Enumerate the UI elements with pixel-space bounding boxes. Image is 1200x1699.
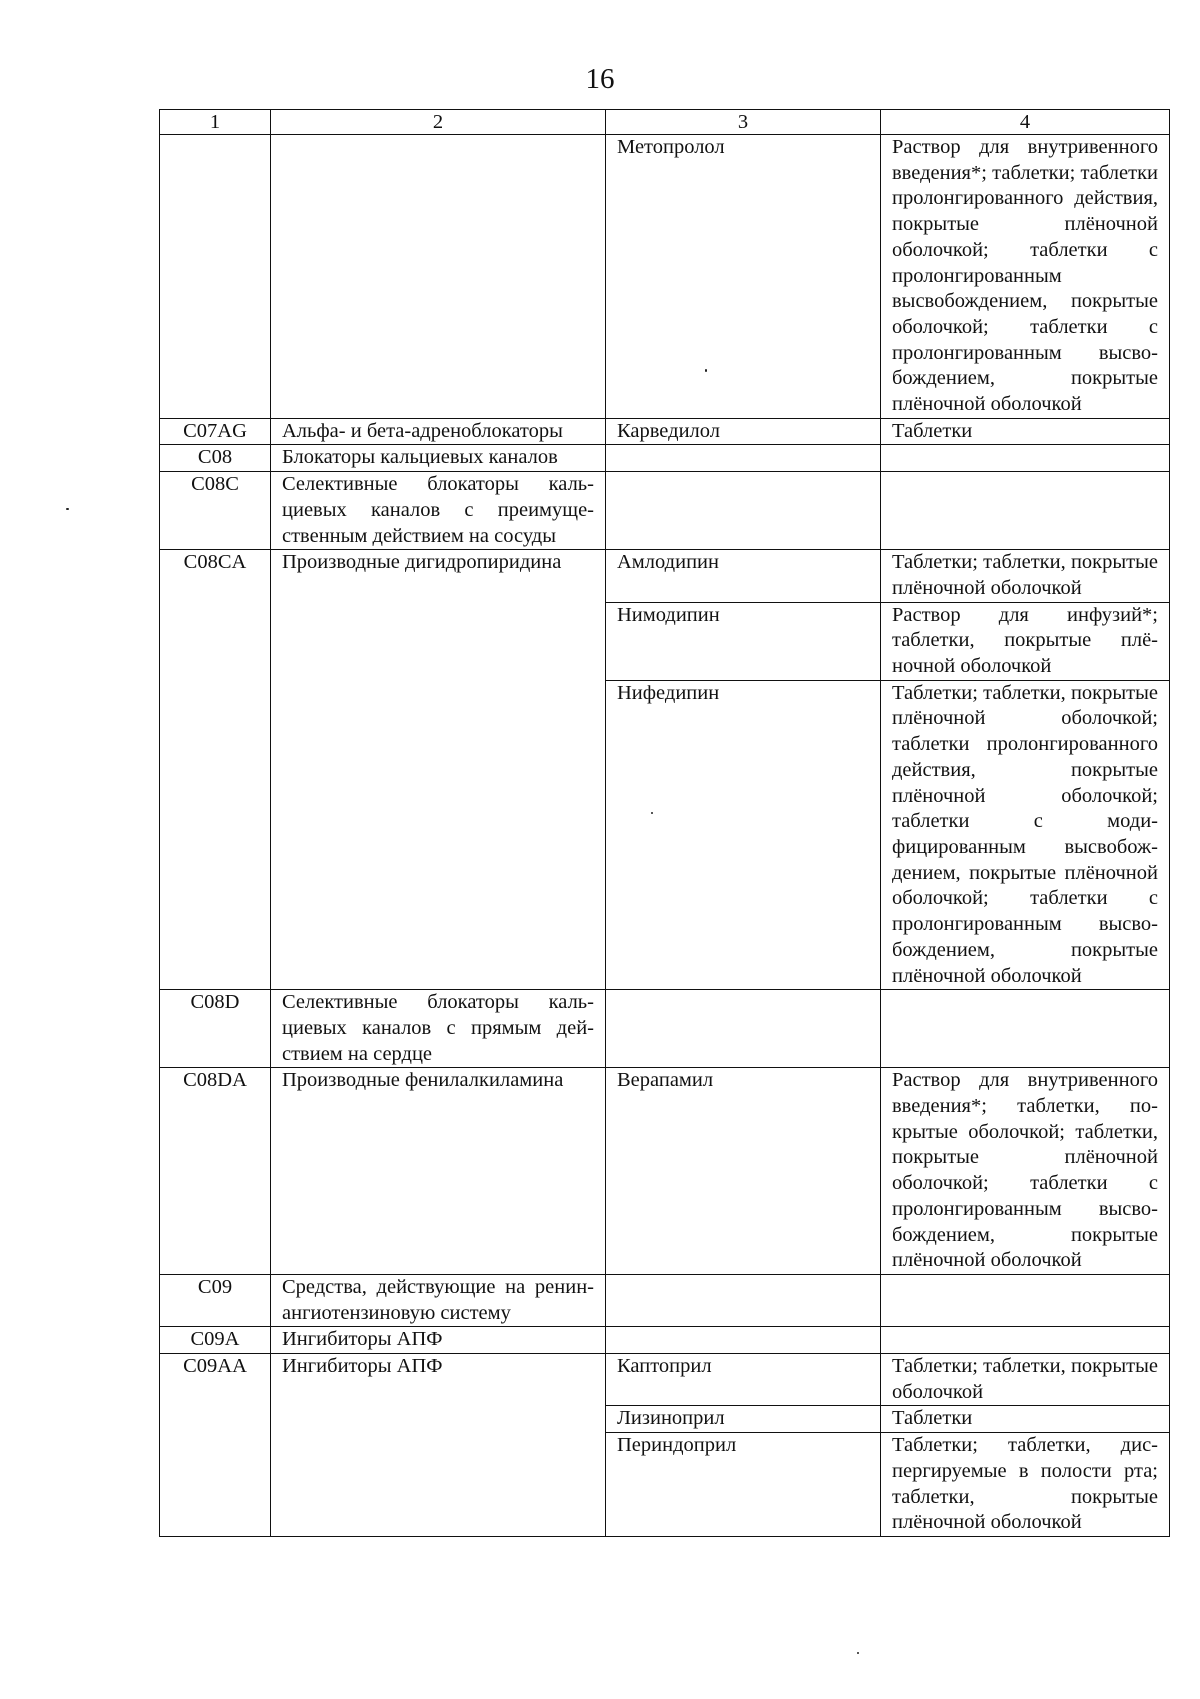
- dosage-form-cell: [881, 445, 1170, 472]
- table-row: [160, 135, 1170, 419]
- substance-cell: Карведилол: [606, 418, 881, 445]
- group-name-cell: Блокаторы кальциевых каналов: [271, 445, 606, 472]
- column-header-2: 2: [271, 110, 606, 135]
- atc-code-cell: C09AA: [160, 1354, 271, 1537]
- substance-cell: Верапамил: [606, 1068, 881, 1275]
- table-row: [160, 1274, 1170, 1326]
- substance-cell: [606, 1327, 881, 1354]
- group-name-cell: Ингибиторы АПФ: [271, 1354, 606, 1537]
- column-header-4: 4: [881, 110, 1170, 135]
- table-header-row: [160, 110, 1170, 135]
- dosage-form-cell: Таблетки; таблетки, покрытые плёночной оболочкой: [881, 550, 1170, 602]
- scan-speck: [651, 812, 653, 814]
- group-name-cell: Производные фенилалкиламина: [271, 1068, 606, 1275]
- atc-code-cell: C08C: [160, 472, 271, 550]
- scan-speck: [705, 369, 707, 372]
- group-name-cell: Средства, действующие на ренин-ангиотензиновую систему: [271, 1274, 606, 1326]
- table-row: [160, 1354, 1170, 1406]
- group-name-cell: Альфа- и бета-адреноблокаторы: [271, 418, 606, 445]
- substance-cell: Периндоприл: [606, 1433, 881, 1537]
- dosage-form-cell: [881, 472, 1170, 550]
- substance-cell: [606, 990, 881, 1068]
- substance-cell: [606, 445, 881, 472]
- dosage-form-cell: [881, 1274, 1170, 1326]
- group-name-cell: [271, 135, 606, 419]
- group-name-cell: Селективные блокаторы кальциевых каналов с преимущественным действием на сосуды: [271, 472, 606, 550]
- dosage-form-cell: [881, 990, 1170, 1068]
- dosage-form-cell: Таблетки: [881, 418, 1170, 445]
- dosage-form-cell: Таблетки; таблетки, покрытые плёночной оболочкой; таблетки пролонгированного действия, покрытые плёночной оболочкой; таблетки с модифицированным высвобождением, покрытые плёночной оболочкой; таблетки с пролонгированным высвобождением, покрытые плёночной оболочкой: [881, 680, 1170, 989]
- atc-code-cell: C07AG: [160, 418, 271, 445]
- dosage-form-cell: Таблетки; таблетки, диспергируемые в полости рта; таблетки, покрытые плёночной оболочкой: [881, 1433, 1170, 1537]
- table-row: [160, 550, 1170, 602]
- atc-code-cell: [160, 135, 271, 419]
- table-row: [160, 418, 1170, 445]
- group-name-cell: Селективные блокаторы кальциевых каналов с прямым действием на сердце: [271, 990, 606, 1068]
- column-header-1: 1: [160, 110, 271, 135]
- substance-cell: [606, 472, 881, 550]
- atc-code-cell: C08DA: [160, 1068, 271, 1275]
- column-header-3: 3: [606, 110, 881, 135]
- dosage-form-cell: Раствор для инфузий*; таблетки, покрытые плёночной оболочкой: [881, 602, 1170, 680]
- group-name-cell: Производные дигидропиридина: [271, 550, 606, 990]
- medication-table: [159, 109, 1170, 1537]
- substance-cell: Лизиноприл: [606, 1406, 881, 1433]
- table-row: [160, 445, 1170, 472]
- table-row: [160, 1327, 1170, 1354]
- substance-cell: Каптоприл: [606, 1354, 881, 1406]
- atc-code-cell: C09: [160, 1274, 271, 1326]
- table-row: [160, 990, 1170, 1068]
- substance-cell: [606, 1274, 881, 1326]
- scan-speck: [66, 508, 69, 510]
- atc-code-cell: C08CA: [160, 550, 271, 990]
- scan-speck: [857, 1652, 859, 1654]
- substance-cell: Нимодипин: [606, 602, 881, 680]
- dosage-form-cell: [881, 1327, 1170, 1354]
- dosage-form-cell: Таблетки: [881, 1406, 1170, 1433]
- dosage-form-cell: Раствор для внутривенного введения*; таблетки, покрытые оболочкой; таблетки, покрытые плёночной оболочкой; таблетки с пролонгированным высвобождением, покрытые плёночной оболочкой: [881, 1068, 1170, 1275]
- atc-code-cell: C08D: [160, 990, 271, 1068]
- dosage-form-cell: Раствор для внутривенного введения*; таблетки; таблетки пролонгированного действия, покрытые плёночной оболочкой; таблетки с пролонгированным высвобождением, покрытые оболочкой; таблетки с пролонгированным высвобождением, покрытые плёночной оболочкой: [881, 135, 1170, 419]
- table-row: [160, 472, 1170, 550]
- substance-cell: Нифедипин: [606, 680, 881, 989]
- page-number: 16: [585, 63, 615, 95]
- table-row: [160, 1068, 1170, 1275]
- group-name-cell: Ингибиторы АПФ: [271, 1327, 606, 1354]
- substance-cell: Амлодипин: [606, 550, 881, 602]
- atc-code-cell: C08: [160, 445, 271, 472]
- substance-cell: Метопролол: [606, 135, 881, 419]
- dosage-form-cell: Таблетки; таблетки, покрытые оболочкой: [881, 1354, 1170, 1406]
- atc-code-cell: C09A: [160, 1327, 271, 1354]
